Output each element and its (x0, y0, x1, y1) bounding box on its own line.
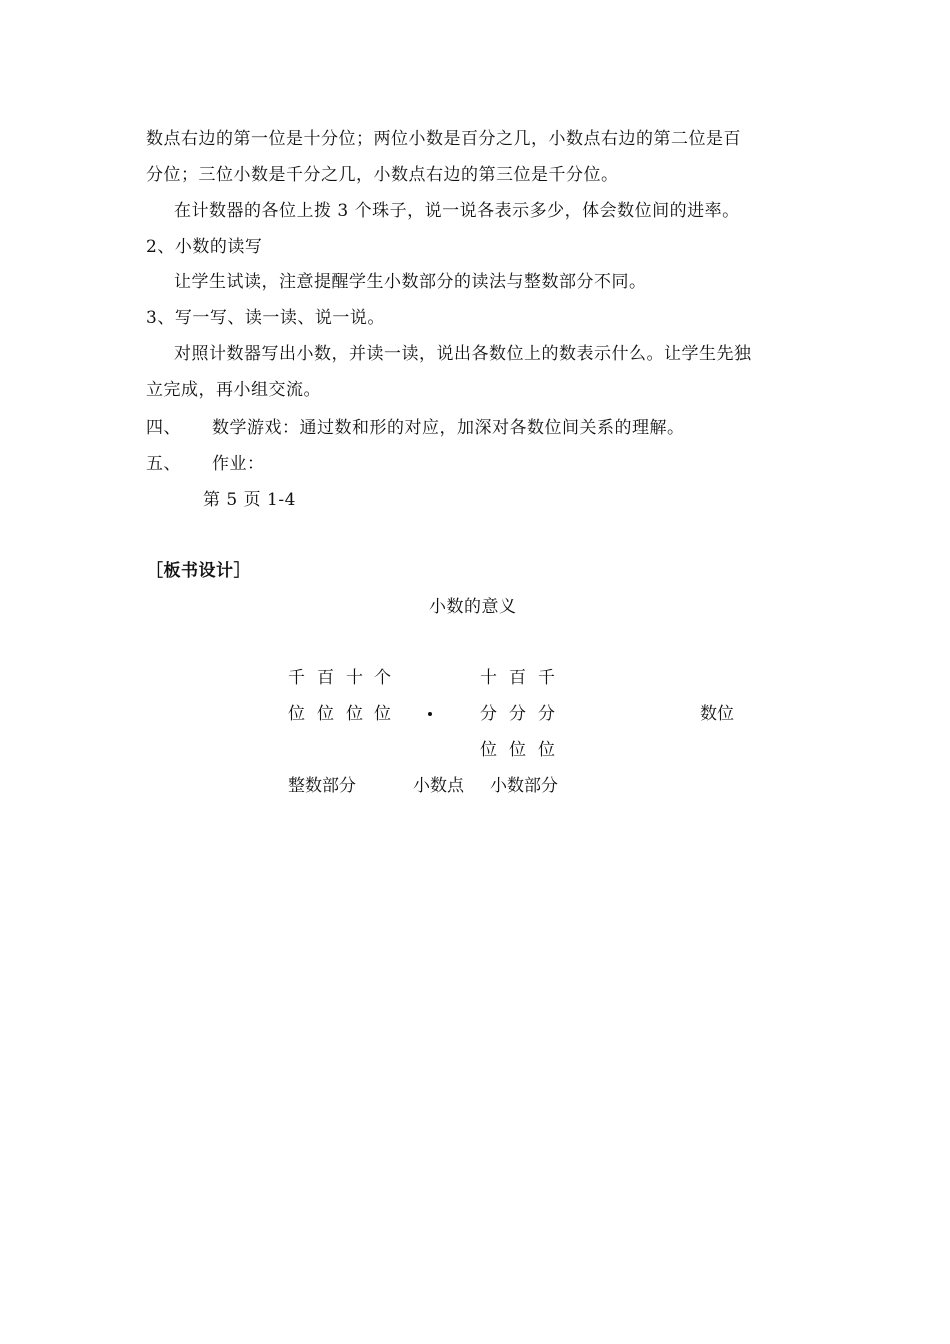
section-text: 数学游戏：通过数和形的对应，加深对各数位间关系的理解。 (212, 418, 685, 438)
decimal-place-bottom: 位 (480, 740, 497, 760)
integer-place-bottom: 位 (317, 704, 334, 724)
paragraph-line: 在计数器的各位上拨 3 个珠子，说一说各表示多少，体会数位间的进率。 (174, 201, 740, 221)
integer-place-top: 个 (374, 668, 391, 688)
paragraph-line: 对照计数器写出小数，并读一读，说出各数位上的数表示什么。让学生先独 (174, 344, 752, 364)
integer-place-bottom: 位 (374, 704, 391, 724)
paragraph-line: 分位；三位小数是千分之几，小数点右边的第三位是千分位。 (146, 165, 619, 185)
decimal-place-mid: 分 (509, 704, 526, 724)
decimal-place-mid: 分 (480, 704, 497, 724)
integer-place-top: 十 (346, 668, 363, 688)
section-heading: 3、写一写、读一读、说一说。 (146, 308, 385, 328)
decimal-place-top: 千 (538, 668, 555, 688)
section-number: 四、 (146, 418, 181, 438)
paragraph-line: 数点右边的第一位是十分位；两位小数是百分之几，小数点右边的第二位是百 (146, 129, 741, 149)
integer-part-label: 整数部分 (288, 776, 356, 796)
decimal-place-bottom: 位 (538, 740, 555, 760)
board-title: 小数的意义 (429, 597, 517, 617)
integer-place-bottom: 位 (288, 704, 305, 724)
decimal-place-mid: 分 (538, 704, 555, 724)
integer-place-top: 百 (317, 668, 334, 688)
decimal-point-dot (428, 712, 432, 716)
section-number: 五、 (146, 454, 181, 474)
paragraph-line: 让学生试读，注意提醒学生小数部分的读法与整数部分不同。 (174, 272, 647, 292)
section-heading: 2、小数的读写 (146, 237, 263, 257)
decimal-point-label: 小数点 (413, 776, 464, 796)
board-design-label: ［板书设计］ (146, 561, 251, 581)
decimal-place-top: 十 (480, 668, 497, 688)
section-text: 作业： (212, 454, 265, 474)
integer-place-bottom: 位 (346, 704, 363, 724)
decimal-part-label: 小数部分 (490, 776, 558, 796)
decimal-place-top: 百 (509, 668, 526, 688)
decimal-place-bottom: 位 (509, 740, 526, 760)
homework-text: 第 5 页 1-4 (203, 490, 296, 510)
integer-place-top: 千 (288, 668, 305, 688)
digit-place-label: 数位 (700, 704, 734, 724)
paragraph-line: 立完成，再小组交流。 (146, 380, 321, 400)
